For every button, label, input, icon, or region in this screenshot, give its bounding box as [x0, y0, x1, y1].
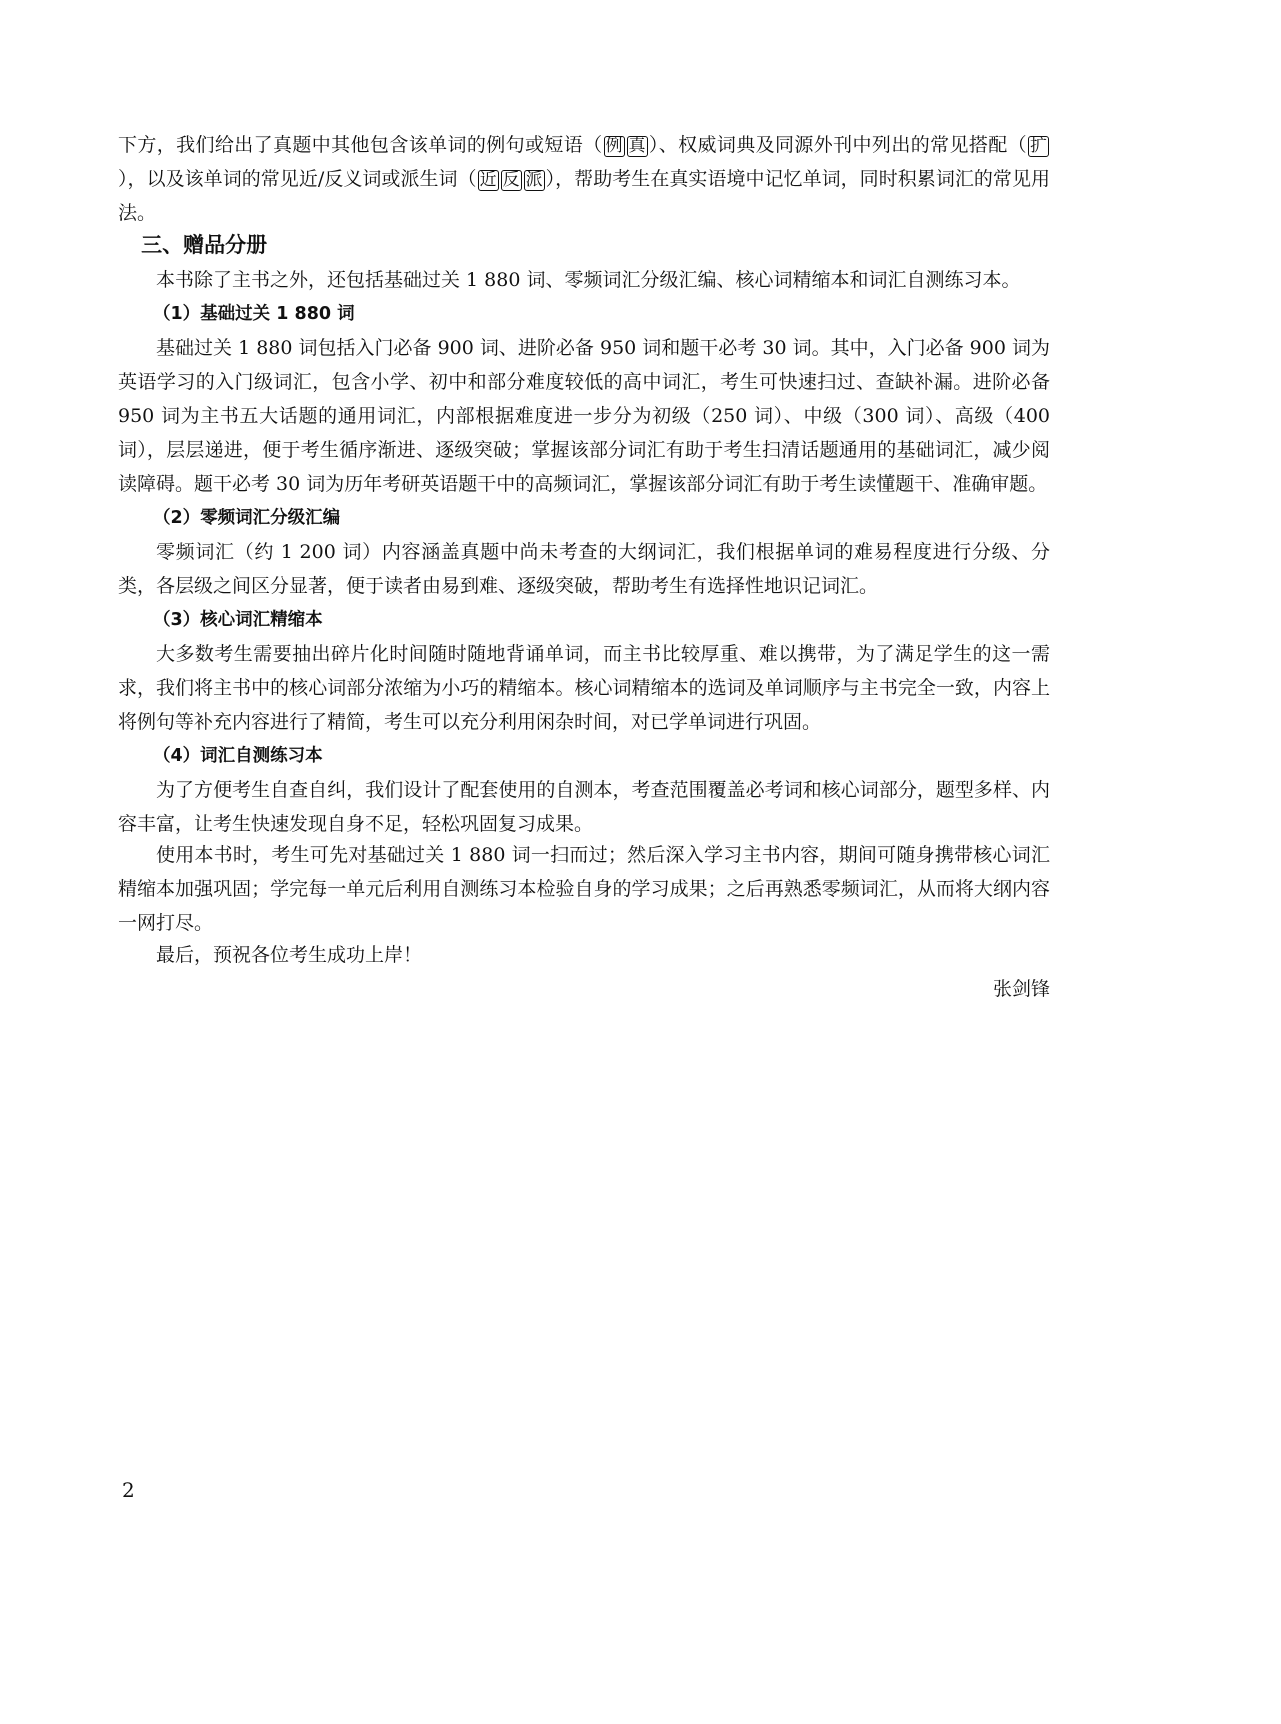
intro-paragraph: 下方，我们给出了真题中其他包含该单词的例句或短语（ 例 真 ）、权威词典及同源外刊中列出的常见搭配（ 扩），以及该单词的常见近/反义词或派生词（ 近 反 派 ），帮助考生在真实语境中记忆单词，同时积累词汇的常见用法。	[118, 134, 1050, 224]
antonym-badge: 反	[502, 170, 520, 190]
section-intro: 本书除了主书之外，还包括基础过关 1 880 词、零频词汇分级汇编、核心词精缩本和词汇自测练习本。	[156, 269, 1021, 291]
signature: 张剑锋	[992, 978, 1050, 1000]
derivative-badge: 派	[525, 170, 543, 190]
expand-badge: 扩	[1029, 136, 1047, 156]
page-number: 2	[122, 1478, 135, 1502]
item-text: 基础过关 1 880 词包括入门必备 900 词、进阶必备 950 词和题干必考 30 词。其中，入门必备 900 词为英语学习的入门级词汇，包含小学、初中和部分难度较低的高中词汇，考生可快速扫过、查缺补漏。进阶必备 950 词为主书五大话题的通用词汇，内部根据难度进一步分为初级（250 词）、中级（300 词）、高级（400 词），层层递进，便于考生循序渐进、逐级突破；掌握该部分词汇有助于考生扫清话题通用的基础词汇，减少阅读障碍。题干必考 30 词为历年考研英语题干中的高频词汇，掌握该部分词汇有助于考生读懂题干、准确审题。	[118, 337, 1050, 495]
example-badge: 例	[605, 136, 623, 156]
closing-text: 最后，预祝各位考生成功上岸！	[156, 944, 423, 966]
item-text: 大多数考生需要抽出碎片化时间随时随地背诵单词，而主书比较厚重、难以携带，为了满足学生的这一需求，我们将主书中的核心词部分浓缩为小巧的精缩本。核心词精缩本的选词及单词顺序与主书完全一致，内容上将例句等补充内容进行了精简，考生可以充分利用闲杂时间，对已学单词进行巩固。	[118, 643, 1050, 733]
item-title: （3）核心词汇精缩本	[153, 610, 323, 630]
item-text: 为了方便考生自查自纠，我们设计了配套使用的自测本，考查范围覆盖必考词和核心词部分，题型多样、内容丰富，让考生快速发现自身不足，轻松巩固复习成果。	[118, 779, 1050, 835]
item-text: 零频词汇（约 1 200 词）内容涵盖真题中尚未考查的大纲词汇，我们根据单词的难易程度进行分级、分类，各层级之间区分显著，便于读者由易到难、逐级突破，帮助考生有选择性地识记词汇。	[118, 541, 1050, 597]
usage-paragraph: 使用本书时，考生可先对基础过关 1 880 词一扫而过；然后深入学习主书内容，期间可随身携带核心词汇精缩本加强巩固；学完每一单元后利用自测练习本检验自身的学习成果；之后再熟悉零频词汇，从而将大纲内容一网打尽。	[118, 844, 1050, 934]
closing-block	[118, 938, 1050, 1006]
item-title: （2）零频词汇分级汇编	[153, 508, 341, 528]
synonym-badge: 近	[479, 170, 497, 190]
item-title: （4）词汇自测练习本	[153, 746, 323, 766]
section-body	[118, 263, 1050, 841]
real-exam-badge: 真	[628, 136, 646, 156]
section-heading: 三、赠品分册	[141, 233, 268, 257]
item-title: （1）基础过关 1 880 词	[153, 304, 355, 324]
